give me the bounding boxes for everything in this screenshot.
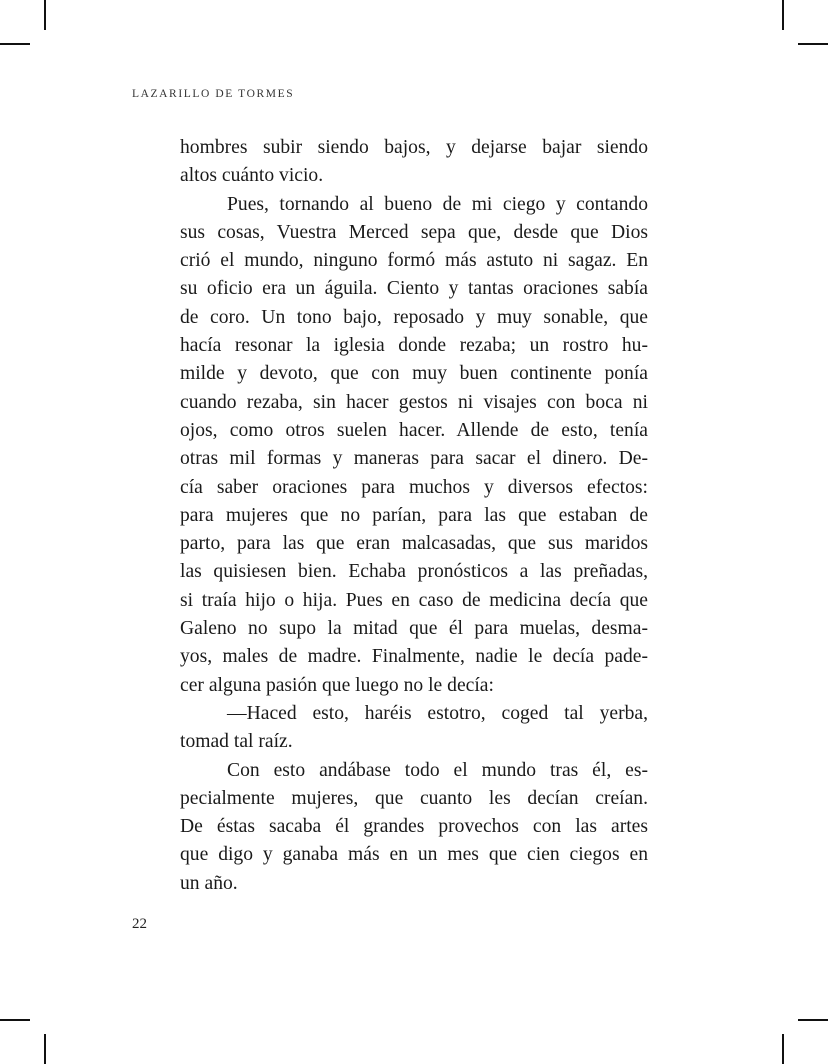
body-text bbox=[180, 134, 648, 898]
crop-mark bbox=[0, 43, 30, 45]
crop-mark bbox=[0, 1019, 30, 1021]
text-line: que digo y ganaba más en un mes que cien ciegos en bbox=[180, 844, 648, 866]
text-line: hacía resonar la iglesia donde rezaba; un rostro hu- bbox=[180, 335, 648, 357]
running-head: LAZARILLO DE TORMES bbox=[132, 88, 295, 100]
text-line: para mujeres que no parían, para las que estaban de bbox=[180, 504, 648, 526]
text-line: hombres subir siendo bajos, y dejarse bajar siendo bbox=[180, 137, 648, 158]
text-line: pecialmente mujeres, que cuanto les decían creían. bbox=[180, 787, 648, 809]
text-line: —Haced esto, haréis estotro, coged tal yerba, bbox=[227, 702, 648, 724]
text-line: cer alguna pasión que luego no le decía: bbox=[180, 674, 494, 696]
text-line: cuando rezaba, sin hacer gestos ni visajes con boca ni bbox=[180, 391, 648, 413]
text-line: parto, para las que eran malcasadas, que sus maridos bbox=[180, 533, 648, 555]
text-line: si traía hijo o hija. Pues en caso de medicina decía que bbox=[180, 589, 648, 611]
text-line: altos cuánto vicio. bbox=[180, 165, 324, 187]
text-line: tomad tal raíz. bbox=[180, 731, 293, 753]
text-line: Galeno no supo la mitad que él para muelas, desma- bbox=[180, 618, 648, 640]
text-line: sus cosas, Vuestra Merced sepa que, desde que Dios bbox=[180, 221, 648, 243]
crop-mark bbox=[798, 43, 828, 45]
paragraph bbox=[180, 134, 648, 191]
text-line: ojos, como otros suelen hacer. Allende de esto, tenía bbox=[180, 419, 648, 441]
text-line: su oficio era un águila. Ciento y tantas oraciones sabía bbox=[180, 278, 648, 300]
text-line: otras mil formas y maneras para sacar el dinero. De- bbox=[180, 448, 648, 470]
text-line: milde y devoto, que con muy buen continente ponía bbox=[180, 363, 648, 385]
text-line: yos, males de madre. Finalmente, nadie le decía pade- bbox=[180, 646, 648, 668]
text-line: crió el mundo, ninguno formó más astuto ni sagaz. En bbox=[180, 250, 648, 272]
crop-mark bbox=[798, 1019, 828, 1021]
crop-mark bbox=[44, 0, 46, 30]
text-line: Con esto andábase todo el mundo tras él, es- bbox=[227, 759, 648, 781]
text-line: De éstas sacaba él grandes provechos con las artes bbox=[180, 816, 648, 838]
page-number: 22 bbox=[132, 916, 147, 932]
text-line: las quisiesen bien. Echaba pronósticos a las preñadas, bbox=[180, 561, 648, 583]
crop-mark bbox=[782, 1034, 784, 1064]
paragraph bbox=[180, 700, 648, 757]
text-line: cía saber oraciones para muchos y diversos efectos: bbox=[180, 476, 648, 498]
text-line: Pues, tornando al bueno de mi ciego y contando bbox=[227, 193, 648, 215]
text-line: de coro. Un tono bajo, reposado y muy sonable, que bbox=[180, 306, 648, 328]
text-line: un año. bbox=[180, 872, 238, 894]
paragraph bbox=[180, 757, 648, 898]
crop-mark bbox=[44, 1034, 46, 1064]
paragraph bbox=[180, 191, 648, 700]
crop-mark bbox=[782, 0, 784, 30]
